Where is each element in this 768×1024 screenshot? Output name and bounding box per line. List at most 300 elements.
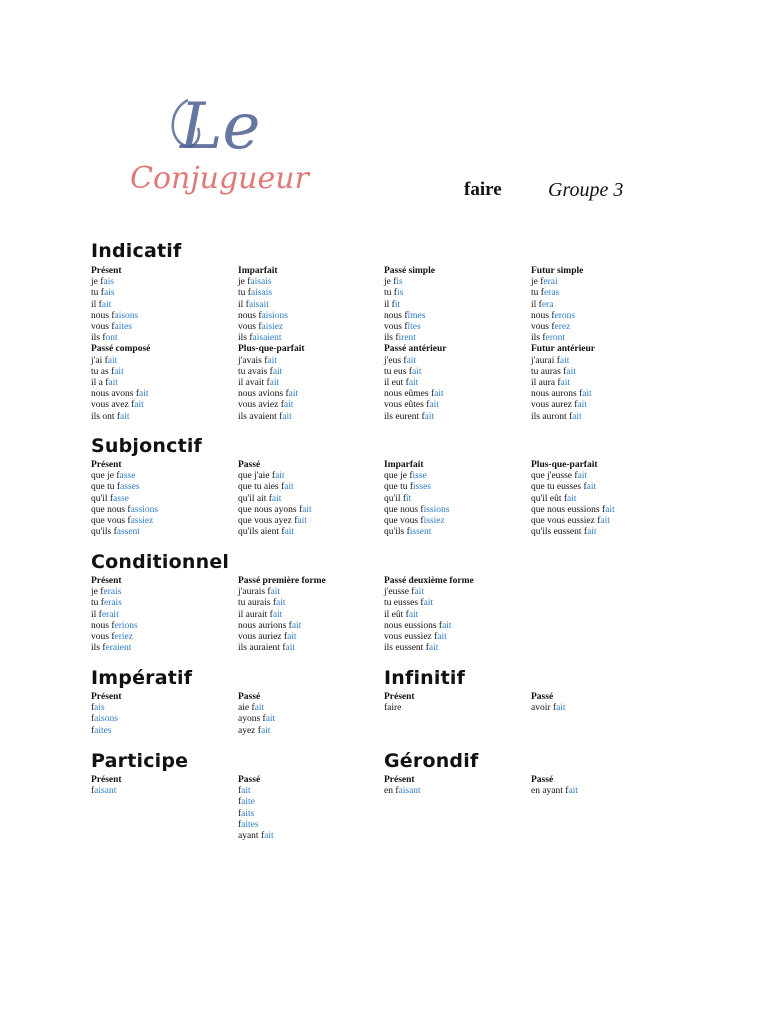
- conjugation-line: [91, 643, 236, 654]
- tense-column: [531, 692, 676, 714]
- conjugation-ending: ais: [94, 703, 105, 714]
- conjugation-ending: ait: [423, 598, 434, 609]
- conjugation-line: [531, 527, 676, 538]
- conjugation-line: [238, 300, 383, 311]
- conjugation-line: [384, 482, 529, 493]
- conjugation-line: [91, 505, 236, 516]
- conjugation-stem: tu f: [531, 288, 544, 299]
- conjugation-ending: ait: [429, 400, 439, 411]
- conjugation-line: [384, 333, 529, 344]
- conjugation-stem: nous avions f: [238, 389, 289, 400]
- tense-header: Imparfait: [238, 266, 278, 276]
- conjugation-ending: ait: [288, 389, 299, 400]
- conjugation-ending: ait: [586, 482, 597, 493]
- conjugation-line: [238, 322, 383, 333]
- conjugation-ending: ont: [105, 333, 118, 344]
- conjugation-stem: vous eûtes f: [384, 400, 430, 411]
- conjugation-line: [384, 400, 529, 411]
- conjugation-stem: ils avaient f: [238, 411, 283, 422]
- conjugation-stem: il a f: [91, 378, 109, 389]
- tense-header: Présent: [91, 460, 122, 470]
- conjugation-ending: ait: [265, 714, 276, 725]
- conjugation-ending: aites: [114, 322, 132, 333]
- conjugation-stem: tu eusses f: [384, 598, 424, 609]
- conjugation-stem: nous avons f: [91, 389, 140, 400]
- conjugation-ending: erions: [114, 620, 138, 631]
- conjugation-line: [91, 714, 236, 725]
- conjugation-stem: qu'ils eussent f: [531, 527, 588, 538]
- tense-header: Présent: [91, 266, 122, 276]
- conjugation-line: [91, 598, 236, 609]
- conjugation-stem: je f: [384, 277, 397, 288]
- conjugation-stem: il aura f: [531, 378, 561, 389]
- conjugation-stem: vous aviez f: [238, 400, 284, 411]
- conjugation-line: [238, 505, 383, 516]
- conjugation-stem: tu auras f: [531, 366, 567, 377]
- tense-column: [238, 460, 383, 538]
- conjugation-line: [531, 471, 676, 482]
- conjugation-ending: ait: [605, 504, 615, 515]
- conjugation-line: [91, 726, 236, 737]
- conjugation-line: [384, 367, 529, 378]
- conjugation-stem: tu f: [91, 288, 104, 299]
- conjugation-stem: f: [238, 808, 242, 819]
- conjugation-stem: vous f: [238, 322, 262, 333]
- conjugation-ending: aits: [241, 808, 255, 819]
- le-conjugueur-logo: [128, 80, 318, 205]
- conjugation-line: [238, 400, 383, 411]
- conjugation-stem: que tu f: [384, 482, 414, 493]
- conjugation-line: [238, 831, 383, 842]
- conjugation-stem: je f: [91, 587, 104, 598]
- conjugation-line: [91, 703, 236, 714]
- conjugation-stem: f: [91, 703, 95, 714]
- tense-header: Passé: [238, 692, 261, 702]
- conjugation-line: [238, 333, 383, 344]
- conjugation-stem: que tu f: [91, 482, 121, 493]
- conjugation-ending: aisions: [261, 310, 288, 321]
- conjugation-ending: ait: [567, 493, 577, 504]
- tense-header: Passé deuxième forme: [384, 576, 474, 586]
- conjugation-stem: j'aurais f: [238, 587, 271, 598]
- conjugation-line: [531, 356, 676, 367]
- conjugation-line: [384, 598, 529, 609]
- tense-column: [531, 266, 676, 423]
- conjugation-stem: que vous f: [384, 516, 424, 527]
- conjugation-stem: f: [91, 714, 95, 725]
- conjugation-ending: isses: [413, 482, 431, 493]
- conjugation-line: [531, 367, 676, 378]
- conjugation-line: [384, 505, 529, 516]
- conjugation-line: [91, 378, 236, 389]
- conjugation-line: [91, 494, 236, 505]
- conjugation-ending: ait: [287, 632, 297, 643]
- conjugation-line: [238, 311, 383, 322]
- conjugation-stem: qu'il ait f: [238, 493, 272, 504]
- conjugation-ending: erons: [554, 310, 576, 321]
- conjugation-ending: ait: [269, 378, 280, 389]
- conjugation-stem: que vous ayez f: [238, 516, 298, 527]
- conjugation-line: [91, 333, 236, 344]
- tense-header: Présent: [91, 775, 122, 785]
- conjugation-ending: ait: [241, 786, 251, 797]
- conjugation-line: [238, 378, 383, 389]
- conjugation-ending: irent: [398, 333, 416, 344]
- conjugation-stem: que je f: [384, 471, 413, 482]
- conjugation-stem: tu eus f: [384, 366, 412, 377]
- conjugation-ending: ait: [139, 389, 149, 400]
- logo-script-le: Le: [180, 90, 261, 164]
- conjugation-stem: ils f: [91, 643, 106, 654]
- conjugation-ending: ait: [577, 400, 587, 411]
- conjugation-stem: tu avais f: [238, 366, 273, 377]
- tense-column: [384, 775, 529, 797]
- tense-column: [531, 460, 676, 538]
- conjugation-line: [238, 809, 383, 820]
- conjugation-line: [91, 610, 236, 621]
- conjugation-ending: ait: [560, 378, 571, 389]
- conjugation-ending: issions: [423, 504, 450, 515]
- conjugation-stem: il f: [91, 609, 102, 620]
- tense-header: Passé antérieur: [384, 344, 447, 355]
- conjugation-ending: ait: [134, 400, 144, 411]
- conjugation-stem: f: [238, 797, 242, 808]
- conjugation-ending: ait: [428, 643, 439, 654]
- conjugation-line: [531, 494, 676, 505]
- conjugation-line: [91, 412, 236, 423]
- logo-graphic: [128, 80, 318, 205]
- conjugation-stem: qu'il f: [384, 493, 407, 504]
- tense-column: [238, 692, 383, 737]
- conjugation-stem: f: [91, 786, 95, 797]
- conjugation-line: [238, 412, 383, 423]
- conjugation-stem: qu'il eût f: [531, 493, 568, 504]
- tense-header: Passé composé: [91, 344, 151, 355]
- conjugation-ending: ait: [411, 366, 422, 377]
- conjugation-ending: ais: [103, 277, 114, 288]
- conjugation-stem: ils f: [91, 333, 106, 344]
- conjugation-ending: aisais: [250, 288, 273, 299]
- conjugation-line: [238, 482, 383, 493]
- conjugation-stem: vous avez f: [91, 400, 135, 411]
- conjugation-line: [384, 643, 529, 654]
- conjugation-stem: il f: [384, 299, 395, 310]
- conjugation-line: [238, 797, 383, 808]
- tense-header: Plus-que-parfait: [238, 344, 305, 355]
- conjugation-line: [91, 356, 236, 367]
- tense-column: [384, 692, 529, 714]
- conjugation-stem: ayons f: [238, 714, 266, 725]
- conjugation-line: [384, 786, 529, 797]
- tense-column: [238, 775, 383, 842]
- conjugation-stem: ils auront f: [531, 411, 573, 422]
- conjugation-line: [531, 516, 676, 527]
- conjugation-line: [238, 714, 383, 725]
- conjugation-line: [384, 471, 529, 482]
- conjugation-stem: il eut f: [384, 378, 409, 389]
- conjugation-ending: issent: [409, 527, 432, 538]
- conjugation-line: [238, 786, 383, 797]
- conjugation-line: [531, 288, 676, 299]
- conjugation-stem: il f: [238, 299, 249, 310]
- conjugation-ending: ait: [582, 389, 592, 400]
- conjugation-line: [531, 400, 676, 411]
- conjugation-line: [238, 820, 383, 831]
- conjugation-ending: ait: [406, 355, 417, 366]
- conjugation-ending: assions: [130, 504, 159, 515]
- conjugation-line: [91, 632, 236, 643]
- verb-title: faire: [464, 179, 502, 200]
- tense-column: [384, 460, 529, 538]
- conjugation-ending: asses: [120, 482, 140, 493]
- conjugation-line: [384, 288, 529, 299]
- conjugation-line: [531, 333, 676, 344]
- section-title-conditionnel: Conditionnel: [91, 551, 230, 573]
- conjugation-ending: ait: [408, 609, 419, 620]
- conjugation-ending: ait: [568, 786, 578, 797]
- tense-header: Futur simple: [531, 266, 584, 276]
- tense-header: Présent: [384, 775, 415, 785]
- conjugation-ending: ait: [272, 609, 283, 620]
- conjugation-stem: vous auriez f: [238, 632, 288, 643]
- conjugation-ending: aite: [241, 797, 255, 808]
- conjugation-ending: eront: [545, 333, 566, 344]
- conjugation-ending: ait: [283, 400, 294, 411]
- conjugation-stem: que tu eusses f: [531, 482, 587, 493]
- conjugation-line: [238, 471, 383, 482]
- conjugation-ending: erais: [103, 598, 122, 609]
- conjugation-stem: nous f: [91, 310, 115, 321]
- conjugation-stem: ayez f: [238, 725, 261, 736]
- tense-column: [384, 266, 529, 423]
- conjugation-line: [531, 703, 676, 714]
- conjugation-stem: que nous f: [91, 504, 131, 515]
- conjugation-line: [91, 311, 236, 322]
- conjugation-ending: eraient: [105, 643, 132, 654]
- conjugation-line: [91, 621, 236, 632]
- conjugation-stem: tu f: [91, 598, 104, 609]
- conjugation-stem: il aurait f: [238, 609, 273, 620]
- conjugation-stem: nous aurions f: [238, 620, 292, 631]
- conjugation-ending: ît: [406, 493, 412, 504]
- section-title-indicatif: Indicatif: [91, 240, 182, 262]
- conjugation-stem: que tu aies f: [238, 482, 285, 493]
- conjugation-stem: que nous f: [384, 504, 424, 515]
- conjugation-stem: que nous eussions f: [531, 504, 606, 515]
- tense-column: [91, 775, 236, 797]
- conjugation-ending: aisaient: [252, 333, 282, 344]
- conjugation-stem: vous aurez f: [531, 400, 578, 411]
- conjugation-line: [91, 471, 236, 482]
- conjugation-line: [238, 610, 383, 621]
- conjugation-stem: ils f: [384, 333, 399, 344]
- conjugation-ending: eriez: [114, 632, 133, 643]
- conjugation-ending: ait: [566, 366, 576, 377]
- conjugation-line: [531, 300, 676, 311]
- conjugation-line: [531, 786, 676, 797]
- conjugation-line: [91, 300, 236, 311]
- conjugation-ending: îtes: [407, 322, 421, 333]
- conjugation-ending: ait: [120, 411, 130, 422]
- conjugation-stem: nous aurons f: [531, 389, 583, 400]
- conjugation-ending: ait: [424, 411, 435, 422]
- conjugation-stem: que je f: [91, 471, 120, 482]
- conjugation-line: [384, 300, 529, 311]
- tense-header: Passé: [238, 460, 261, 470]
- conjugation-ending: ait: [284, 482, 294, 493]
- tense-header: Futur antérieur: [531, 344, 595, 355]
- conjugation-line: [531, 505, 676, 516]
- section-title-participe: Participe: [91, 750, 189, 772]
- conjugation-ending: ait: [559, 355, 570, 366]
- conjugation-ending: erait: [101, 609, 119, 620]
- conjugation-stem: qu'ils f: [384, 527, 410, 538]
- conjugation-stem: il avait f: [238, 378, 270, 389]
- conjugation-stem: que vous eussiez f: [531, 516, 601, 527]
- conjugation-ending: ait: [114, 366, 124, 377]
- conjugation-ending: asse: [113, 493, 129, 504]
- conjugation-line: [531, 311, 676, 322]
- conjugation-ending: assiez: [130, 516, 154, 527]
- conjugation-line: [384, 389, 529, 400]
- conjugation-line: [384, 610, 529, 621]
- conjugation-ending: ait: [414, 587, 424, 598]
- conjugation-stem: f: [238, 786, 242, 797]
- conjugation-ending: ait: [572, 411, 582, 422]
- tense-header: Imparfait: [384, 460, 424, 470]
- conjugation-stem: il eût f: [384, 609, 409, 620]
- conjugation-ending: ait: [107, 355, 118, 366]
- conjugation-line: [238, 632, 383, 643]
- conjugation-ending: aisant: [94, 786, 117, 797]
- conjugation-ending: ais: [103, 288, 115, 299]
- conjugation-line: [384, 311, 529, 322]
- conjugation-ending: era: [541, 299, 554, 310]
- conjugation-ending: aites: [94, 725, 112, 736]
- conjugation-ending: ait: [577, 471, 588, 482]
- conjugation-ending: aisons: [114, 310, 139, 321]
- conjugation-line: [238, 621, 383, 632]
- conjugation-line: [238, 527, 383, 538]
- conjugation-ending: ait: [285, 643, 295, 654]
- conjugation-line: [238, 726, 383, 737]
- conjugation-line: [531, 412, 676, 423]
- conjugation-stem: qu'il f: [91, 493, 114, 504]
- section-title-gerondif: Gérondif: [384, 750, 479, 772]
- conjugation-line: [384, 703, 529, 714]
- conjugation-line: [91, 288, 236, 299]
- conjugation-stem: faire: [384, 703, 402, 714]
- tense-column: [91, 266, 236, 423]
- conjugation-line: [238, 288, 383, 299]
- conjugation-stem: ils f: [531, 333, 546, 344]
- conjugation-stem: il f: [91, 299, 102, 310]
- conjugation-stem: avoir f: [531, 703, 557, 714]
- conjugation-line: [531, 378, 676, 389]
- conjugation-ending: ait: [587, 527, 597, 538]
- conjugation-stem: j'eusse f: [384, 587, 415, 598]
- conjugation-line: [238, 587, 383, 598]
- conjugation-ending: is: [396, 288, 404, 299]
- conjugation-ending: ait: [271, 493, 282, 504]
- conjugation-line: [238, 516, 383, 527]
- conjugation-stem: ils f: [238, 333, 253, 344]
- conjugation-line: [531, 482, 676, 493]
- conjugation-stem: qu'ils f: [91, 527, 117, 538]
- conjugation-stem: aie f: [238, 703, 255, 714]
- conjugation-line: [91, 277, 236, 288]
- conjugation-ending: ait: [600, 516, 610, 527]
- conjugation-stem: vous f: [91, 322, 115, 333]
- conjugation-ending: assent: [116, 527, 140, 538]
- conjugation-stem: j'ai f: [91, 355, 108, 366]
- conjugation-line: [91, 322, 236, 333]
- conjugation-stem: ils eussent f: [384, 643, 429, 654]
- conjugation-line: [238, 277, 383, 288]
- conjugation-stem: je f: [531, 277, 544, 288]
- conjugation-ending: it: [394, 299, 401, 310]
- tense-header: Passé: [531, 775, 554, 785]
- logo-script-conjugueur: Conjugueur: [130, 161, 309, 196]
- tense-header: Présent: [91, 576, 122, 586]
- tense-column: [91, 692, 236, 737]
- tense-header: Passé: [238, 775, 261, 785]
- conjugation-line: [384, 587, 529, 598]
- conjugation-stem: nous f: [238, 310, 262, 321]
- conjugation-ending: ait: [556, 703, 566, 714]
- conjugation-line: [91, 367, 236, 378]
- conjugation-line: [91, 786, 236, 797]
- conjugation-stem: tu f: [384, 288, 397, 299]
- conjugation-stem: en ayant f: [531, 786, 569, 797]
- conjugation-ending: aisais: [250, 277, 272, 288]
- conjugation-stem: ayant f: [238, 831, 265, 842]
- conjugation-ending: issiez: [423, 516, 445, 527]
- conjugation-ending: aisons: [94, 714, 118, 725]
- section-title-subjonctif: Subjonctif: [91, 435, 203, 457]
- conjugation-ending: ait: [270, 587, 281, 598]
- conjugation-stem: je f: [91, 277, 104, 288]
- conjugation-line: [384, 527, 529, 538]
- tense-column: [91, 460, 236, 538]
- conjugation-line: [531, 389, 676, 400]
- conjugation-ending: ait: [276, 598, 286, 609]
- conjugation-stem: vous eussiez f: [384, 632, 438, 643]
- conjugation-ending: ait: [442, 620, 452, 631]
- conjugation-line: [531, 322, 676, 333]
- tense-column: [531, 775, 676, 797]
- conjugation-ending: aisant: [398, 786, 421, 797]
- conjugation-line: [238, 389, 383, 400]
- conjugation-ending: eras: [543, 288, 560, 299]
- conjugation-line: [238, 703, 383, 714]
- conjugation-ending: ait: [264, 831, 274, 842]
- conjugation-ending: isse: [412, 471, 427, 482]
- conjugation-line: [384, 412, 529, 423]
- conjugation-stem: que nous ayons f: [238, 504, 303, 515]
- tense-column: [238, 266, 383, 423]
- conjugation-stem: nous f: [91, 620, 115, 631]
- conjugation-line: [384, 621, 529, 632]
- conjugation-stem: ils eurent f: [384, 411, 425, 422]
- conjugation-stem: qu'ils aient f: [238, 527, 285, 538]
- conjugation-ending: ait: [275, 471, 285, 482]
- conjugation-line: [384, 322, 529, 333]
- conjugation-ending: is: [396, 277, 403, 288]
- conjugation-stem: je f: [238, 277, 251, 288]
- conjugation-ending: ait: [272, 366, 283, 377]
- conjugation-line: [384, 277, 529, 288]
